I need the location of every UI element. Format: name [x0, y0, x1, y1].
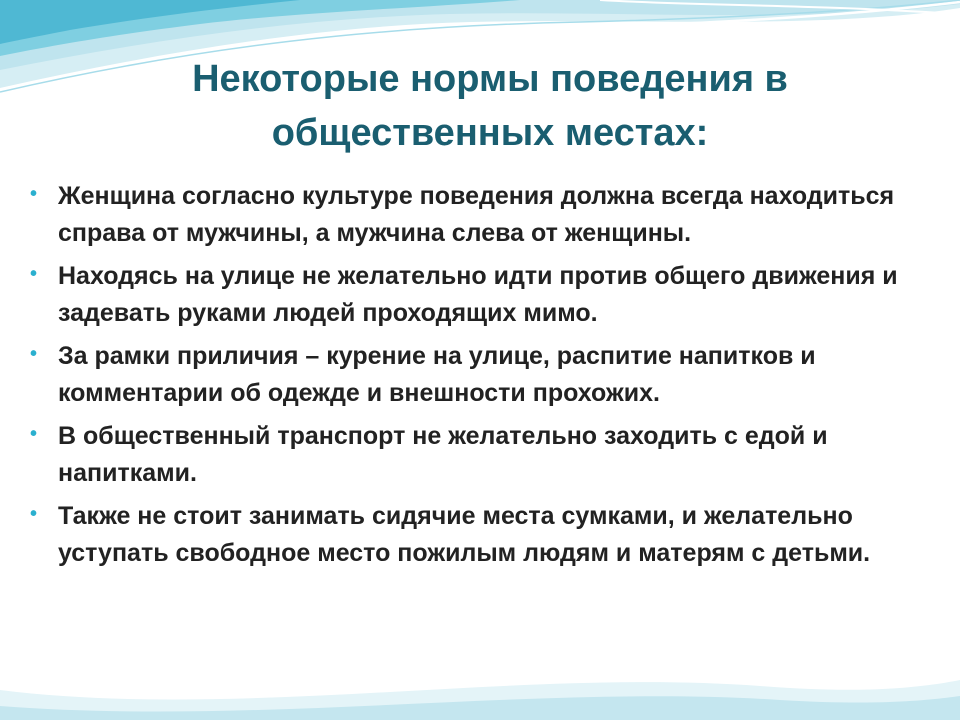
bullet-list [30, 178, 910, 578]
slide-title [120, 52, 860, 160]
bullet-dot-icon: • [30, 183, 38, 205]
bullet-text: В общественный транспорт не желательно заходить с едой и напитками. [58, 422, 828, 487]
bullet-item [30, 338, 910, 412]
bullet-dot-icon: • [30, 423, 38, 445]
bullet-text: Также не стоит занимать сидячие места сумками, и желательно уступать свободное место пожилым людям и матерям с детьми. [58, 502, 871, 567]
bullet-text: Находясь на улице не желательно идти против общего движения и задевать руками людей проходящих мимо. [58, 262, 898, 327]
slide-title-line-1: Некоторые нормы поведения в [192, 58, 788, 100]
bullet-dot-icon: • [30, 343, 38, 365]
bullet-item [30, 498, 910, 572]
slide-title-line-2: общественных местах: [271, 112, 709, 154]
bullet-item [30, 418, 910, 492]
bullet-dot-icon: • [30, 503, 38, 525]
bullet-text: Женщина согласно культуре поведения должна всегда находиться справа от мужчины, а мужчина слева от женщины. [58, 182, 895, 247]
bullet-text: За рамки приличия – курение на улице, распитие напитков и комментарии об одежде и внешности прохожих. [58, 342, 816, 407]
bullet-dot-icon: • [30, 263, 38, 285]
bullet-item [30, 178, 910, 252]
bullet-item [30, 258, 910, 332]
bottom-wave-decoration [0, 650, 960, 720]
